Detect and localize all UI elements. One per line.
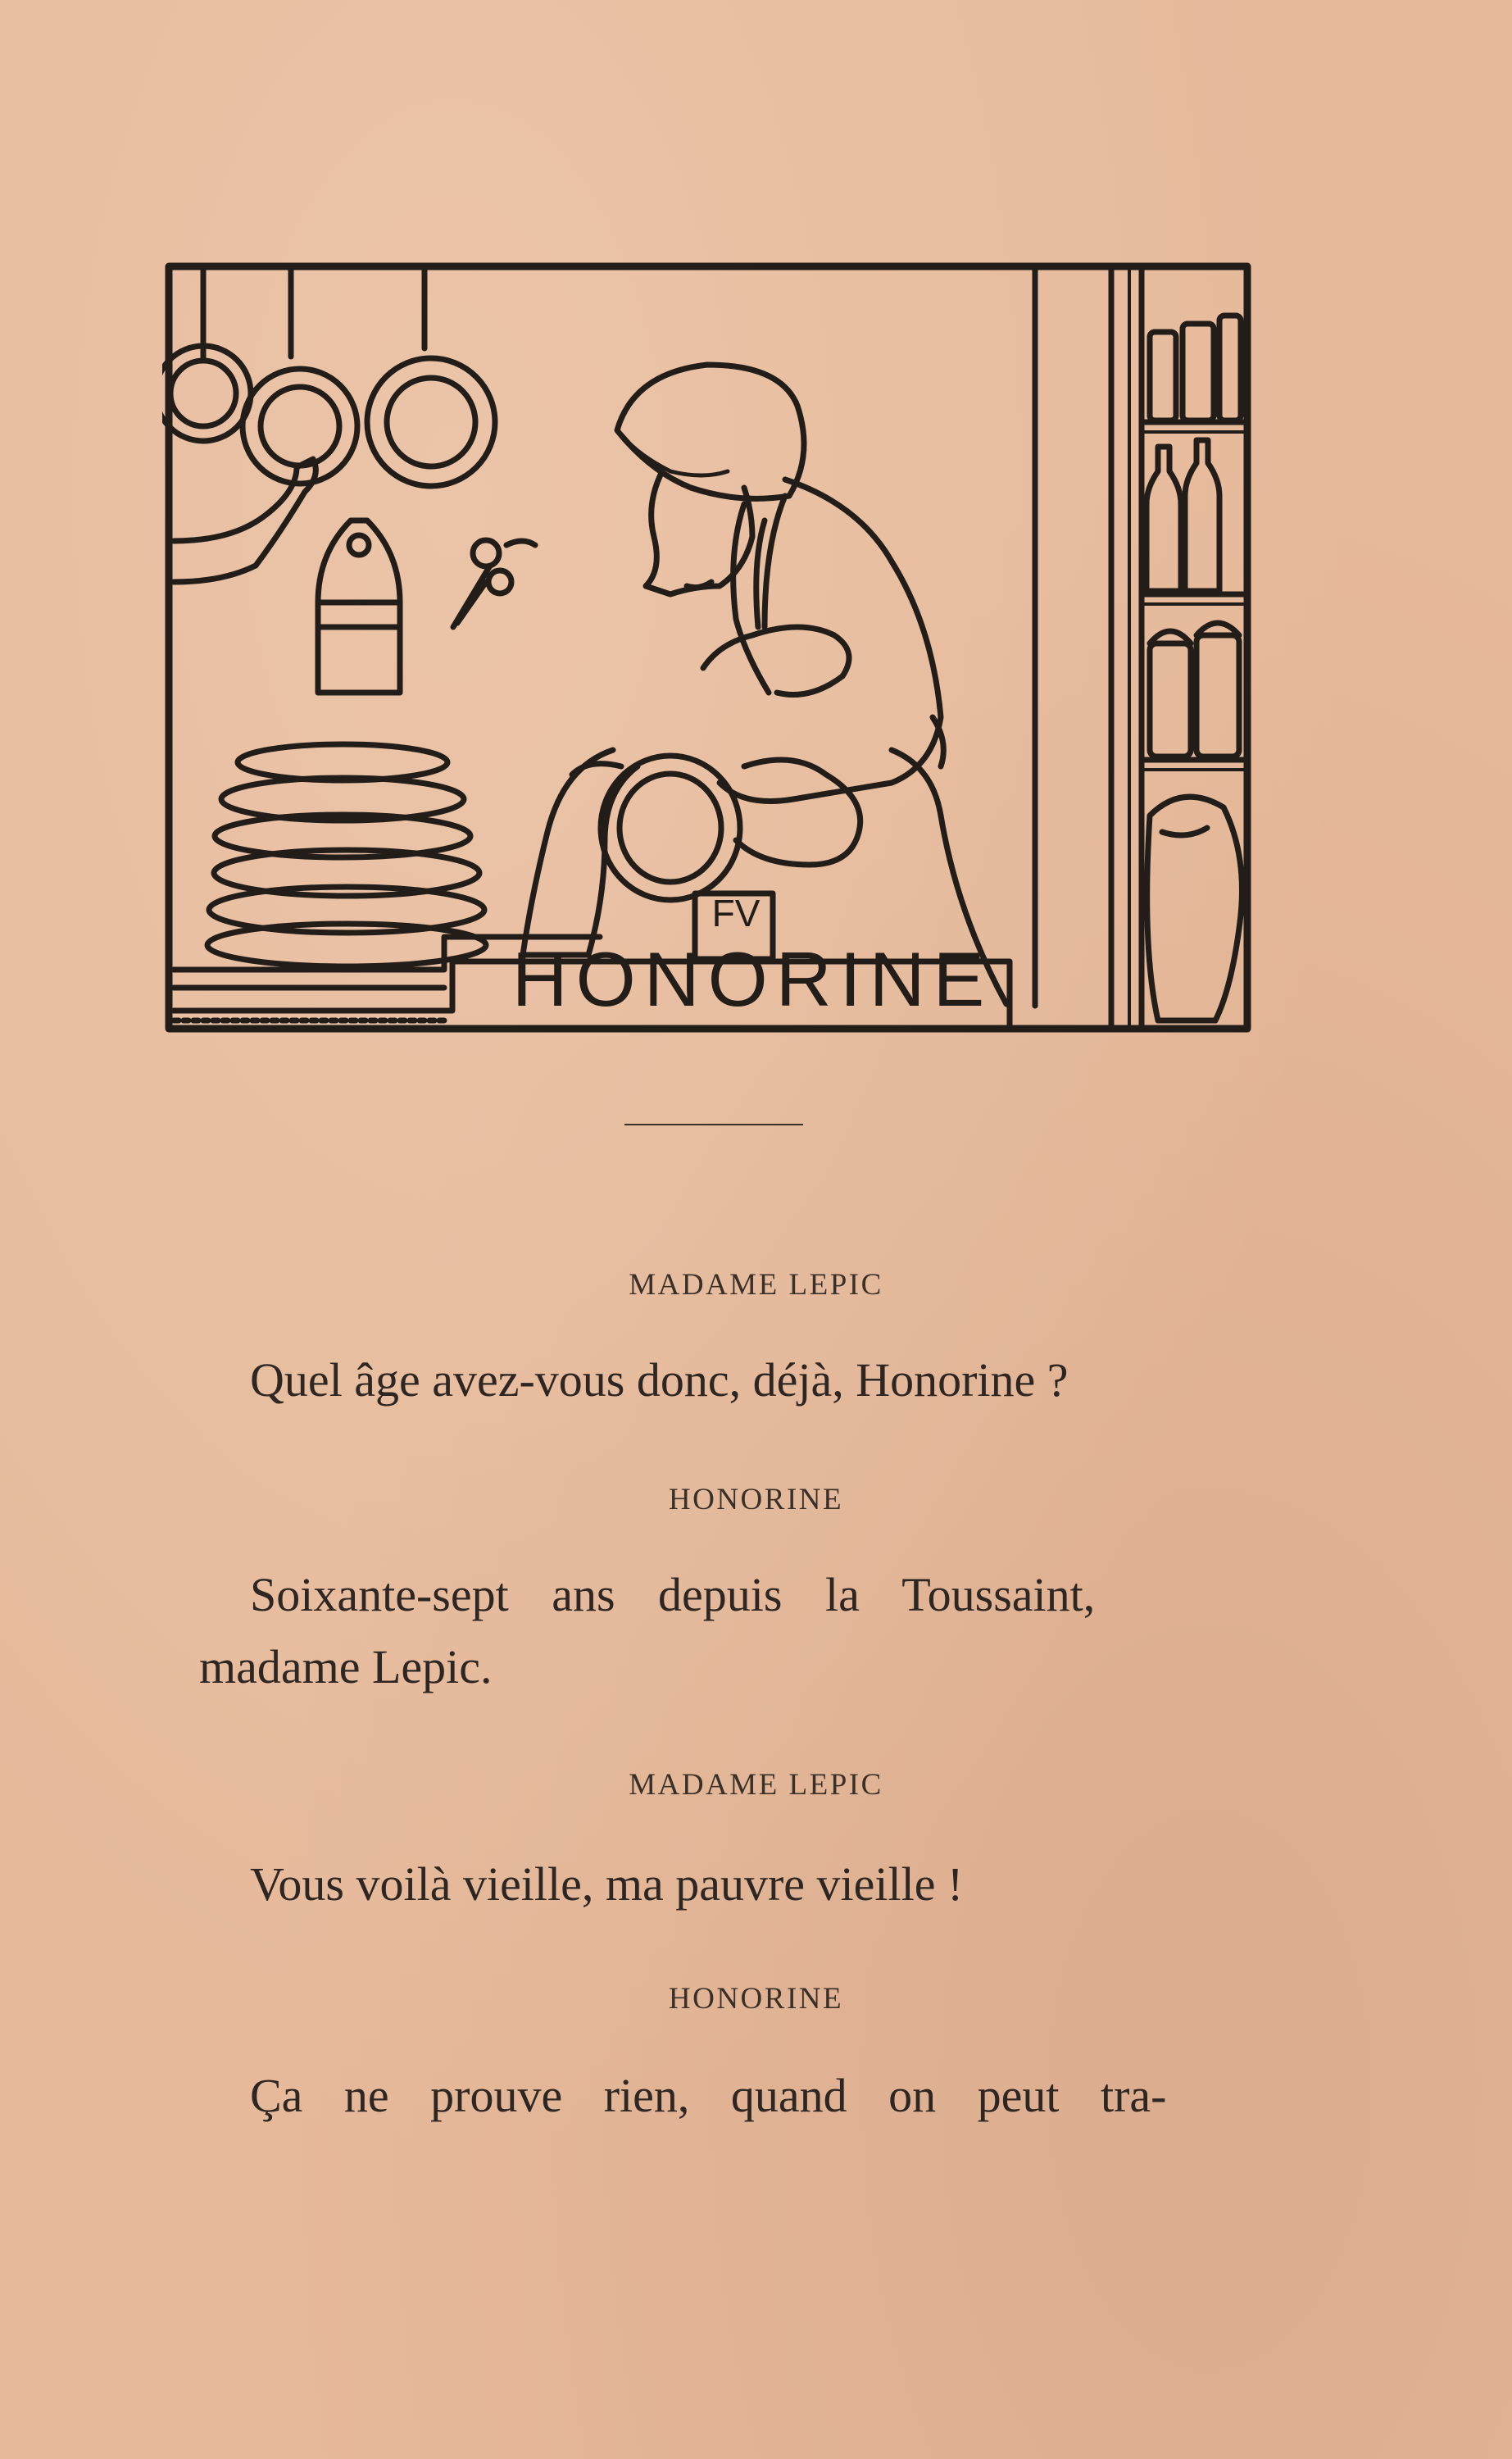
- speaker-label: HONORINE: [668, 1483, 844, 1516]
- dialogue-line: Quel âge avez-vous donc, déjà, Honorine ?: [250, 1353, 1069, 1407]
- speaker-label: MADAME LEPIC: [629, 1268, 883, 1302]
- speaker-label: MADAME LEPIC: [629, 1768, 883, 1802]
- monogram-fv: FV: [711, 892, 761, 934]
- kitchen-woodcut: [162, 258, 1254, 1037]
- dialogue-line: Vous voilà vieille, ma pauvre vieille !: [250, 1857, 964, 1911]
- dialogue-line: madame Lepic.: [199, 1640, 493, 1693]
- illustration-caption: HONORINE: [511, 936, 993, 1022]
- dialogue-line: Soixante-sept ans depuis la Toussaint,: [250, 1568, 1096, 1621]
- section-divider: [624, 1124, 803, 1125]
- dialogue-line: Ça ne prouve rien, quand on peut tra-: [250, 2069, 1167, 2122]
- honorine-illustration: [162, 258, 1254, 1037]
- speaker-label: HONORINE: [668, 1982, 844, 2016]
